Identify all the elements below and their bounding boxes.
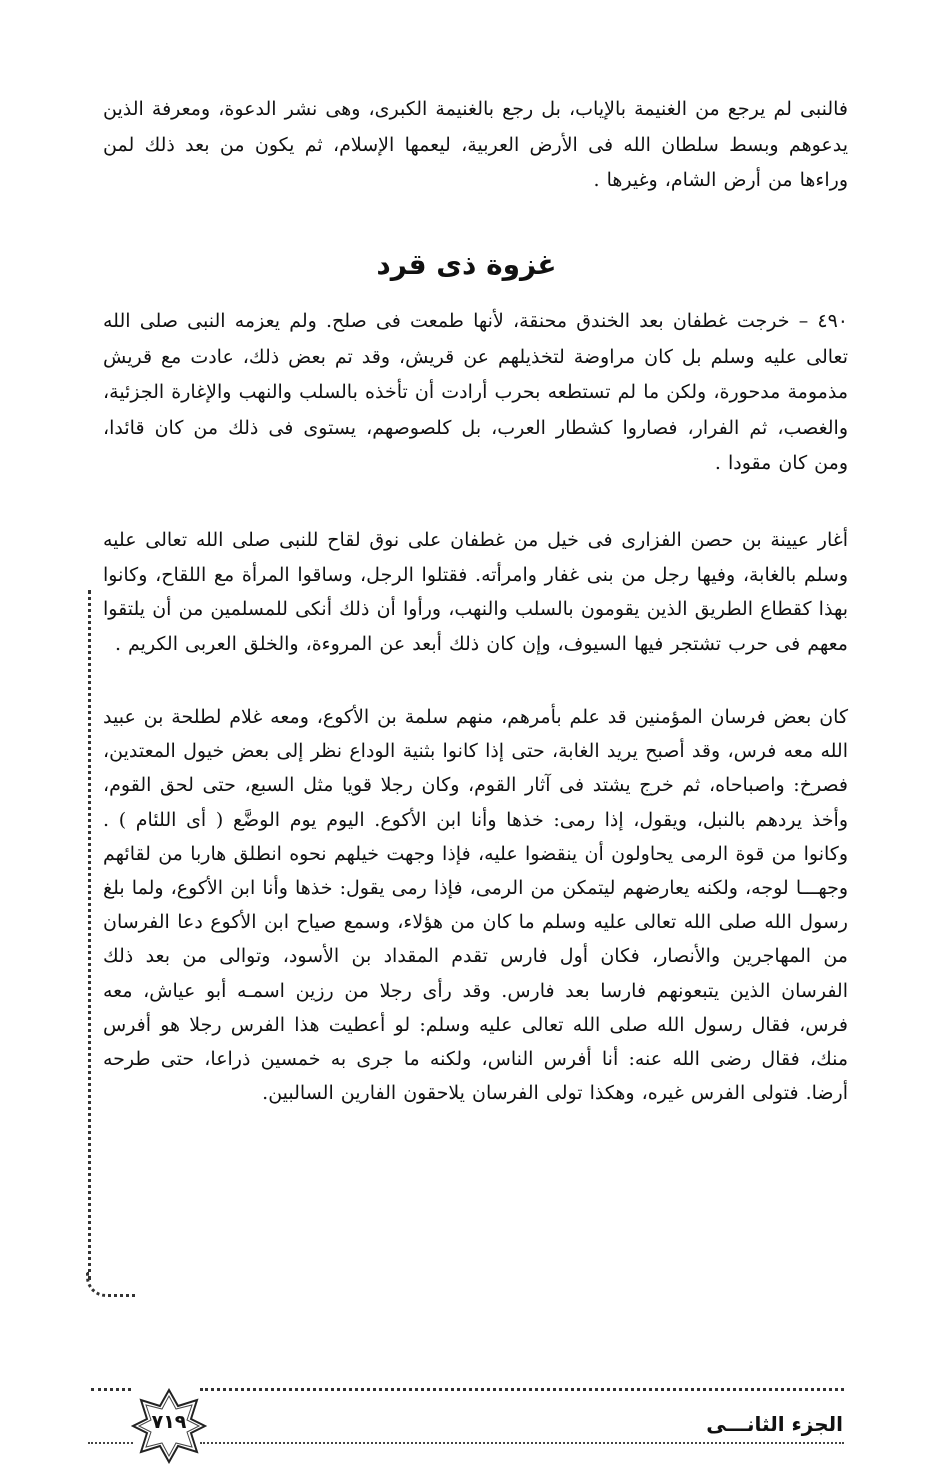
footer-border-left (91, 1388, 131, 1391)
paragraph-intro: فالنبى لم يرجع من الغنيمة بالإياب، بل رجع بالغنيمة الكبرى، وهى نشر الدعوة، ومعرفة الذين يدعوهم وبسط سلطان الله فى الأرض العربية، ليعمها الإسلام، ثم يكون من بعد ذلك لمن وراءها من أرض الشام، وغيرها . (103, 98, 849, 191)
paragraph-salama: كان بعض فرسان المؤمنين قد علم بأمرهم، منهم سلمة بن الأكوع، ومعه غلام لطلحة بن عبيد الله معه فرس، وقد أصبح يريد الغابة، حتى إذا كانوا بثنية الوداع نظر إلى بعض خيول المعتدين، فصرخ: واصباحاه، ثم خرج يشتد فى آثار القوم، وكان رجلا قويا مثل السبع، حتى لحق القوم، وأخذ يردهم بالنبل، ويقول، إذا رمى: خذها وأنا ابن الأكوع. اليوم يوم الوضَّع ( أى اللئام ) . وكانوا من قوة الرمى يحاولون أن ينقضوا عليه، فإذا وجهت خيلهم نحوه انطلق هاربا من لقائهم وجهـــا لوجه، ولكنه يعارضهم ليتمكن من الرمى، فإذا رمى يقول: خذها وأنا ابن الأكوع، ولما بلغ رسول الله صلى الله تعالى عليه وسلم ما كان من هؤلاء، وسمع صياح ابن الأكوع دعا الفرسان من المهاجرين والأنصار، فكان أول فارس تقدم المقداد بن الأسود، وتوالى من بعد ذلك الفرسان الذين يتبعونهم فارسا بعد فارس. وقد رأى رجلا من رزين اسمـه أبو عياش، معه فرس، فقال رسول الله صلى الله تعالى عليه وسلم: لو أعطيت هذا الفرس رجلا هو أفرس منك، فقال رضى الله عنه: أنا أفرس الناس، ولكنه ما جرى به خمسين ذراعا، حتى طرحه أرضا. فتولى الفرس غيره، وهكذا تولى الفرسان يلاحقون الفارين السالبين. (103, 706, 848, 1105)
decorative-side-border (88, 590, 97, 1280)
footer-border-lower (200, 1442, 844, 1444)
section-title: غزوة ذى قرد (376, 248, 557, 281)
footer-border (200, 1388, 844, 1391)
page-number: ٧١٩ (151, 1411, 187, 1433)
paragraph-raid: أغار عيينة بن حصن الفزارى فى خيل من غطفان على نوق لقاح للنبى صلى الله تعالى عليه وسلم بالغابة، وفيها رجل من بنى غفار وامرأته. فقتلوا الرجل، وساقوا المرأة مع اللقاح، وكانوا بهذا كقطاع الطريق الذين يقومون بالسلب والنهب، ورأوا أن ذلك أنكى للمسلمين من أن يلتقوا معهم فى حرب تشتجر فيها السيوف، وإن كان ذلك أبعد عن المروءة، والخلق العربى الكريم . (103, 529, 848, 655)
footer-border-lower-left (88, 1442, 133, 1444)
volume-label: الجزء الثانـــى (706, 1412, 843, 1436)
decorative-corner (86, 1272, 135, 1297)
paragraph-490: ٤٩٠ – خرجت غطفان بعد الخندق محنقة، لأنها طمعت فى صلح. ولم يعزمه النبى صلى الله تعالى عليه وسلم بل كان مراوضة لتخذيلهم عن قريش، وقد تم بعض ذلك، عادت مع قريش مذمومة مدحورة، ولكن ما لم تستطعه بحرب أرادت أن تأخذه بالسلب والنهب والإغارة الجزئية، والغصب، ثم الفرار، فصاروا كشطار العرب، بل كلصوصهم، يستوى فى ذلك من كان قائدا، ومن كان مقودا . (103, 310, 848, 474)
